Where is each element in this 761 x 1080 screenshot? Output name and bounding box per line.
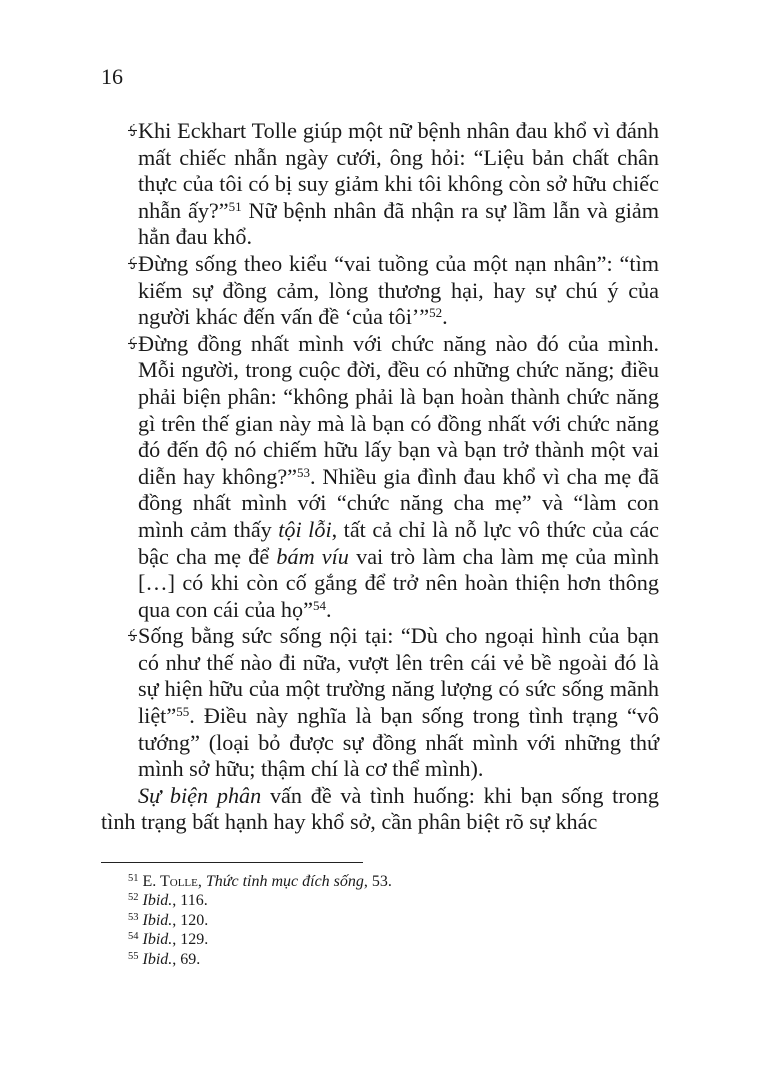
bullet-list bbox=[101, 118, 659, 783]
footnote-comma: , bbox=[197, 873, 206, 890]
footnote-divider bbox=[101, 862, 363, 863]
text-run: Khi Eckhart Tolle giúp một nữ bệnh nhân đau khổ vì đánh mất chiếc nhẫn ngày cưới, ông hỏi: “Liệu bản chất chân thực của tôi có bị suy giảm khi tôi không còn sở hữu chiếc nhẫn ấy?” bbox=[138, 118, 659, 223]
text-run: . Điều này nghĩa là bạn sống trong tình trạng “vô tướng” (loại bỏ được sự đồng nhất mình với những thứ mình sở hữu; thậm chí là cơ thể mình). bbox=[138, 703, 659, 782]
paragraph-text: vấn đề và tình huống: khi bạn sống trong tình trạng bất hạnh hay khổ sở, cần phân biệt rõ sự khác bbox=[101, 782, 659, 835]
italic-lead: Sự biện phân bbox=[138, 782, 262, 808]
body-text bbox=[101, 118, 659, 836]
fleuron-bullet-icon bbox=[126, 623, 138, 650]
bullet-item bbox=[101, 623, 659, 783]
footnote-page: , 116. bbox=[172, 892, 208, 910]
closing-paragraph bbox=[101, 783, 659, 836]
footnote-ref: 53 bbox=[297, 464, 311, 480]
footnotes bbox=[128, 872, 392, 969]
text-run: . bbox=[325, 596, 332, 622]
footnote-ref: 54 bbox=[312, 597, 326, 613]
footnote-page: , 69. bbox=[172, 950, 201, 968]
footnote-page: , 53. bbox=[363, 873, 392, 890]
footnote-53 bbox=[128, 911, 392, 930]
fleuron-bullet-icon bbox=[126, 251, 138, 278]
italic-text: bám víu bbox=[276, 543, 349, 569]
footnote-title: Thức tỉnh mục đích sống bbox=[205, 873, 364, 890]
footnote-author: E. Tolle bbox=[142, 873, 198, 890]
text-run: . bbox=[442, 304, 448, 330]
bullet-item bbox=[101, 331, 659, 624]
footnote-ref: 55 bbox=[176, 704, 190, 720]
footnote-number: 51 bbox=[128, 873, 139, 884]
footnote-ibid: Ibid. bbox=[142, 931, 173, 949]
footnote-number: 54 bbox=[128, 931, 139, 943]
footnote-54 bbox=[128, 930, 392, 949]
text-run: Sống bằng sức sống nội tại: “Dù cho ngoại hình của bạn có như thế nào đi nữa, vượt lên trên cái vẻ bề ngoài đó là sự hiện hữu của một trường năng lượng có sức sống mãnh liệt” bbox=[138, 623, 659, 729]
fleuron-bullet-icon bbox=[126, 118, 138, 145]
footnote-number: 53 bbox=[128, 911, 139, 923]
text-run: Đừng sống theo kiểu “vai tuồng của một nạn nhân”: “tìm kiếm sự đồng cảm, lòng thương hại, hay sự chú ý của người khác đến vấn đề ‘của tôi’” bbox=[138, 250, 659, 330]
text-run: , tất cả chỉ là nỗ lực vô thức của các bậc cha mẹ để bbox=[138, 516, 659, 569]
footnote-number: 55 bbox=[128, 950, 139, 962]
text-run: . Nhiều gia đình đau khổ vì cha mẹ đã đồng nhất mình với “chức năng cha mẹ” và “làm con mình cảm thấy bbox=[138, 463, 659, 542]
footnote-page: , 120. bbox=[172, 911, 209, 929]
fleuron-bullet-icon bbox=[126, 331, 138, 358]
footnote-ref: 52 bbox=[429, 305, 443, 321]
footnote-55 bbox=[128, 950, 392, 969]
footnote-52 bbox=[128, 891, 392, 910]
footnote-ibid: Ibid. bbox=[142, 892, 173, 910]
italic-text: tội lỗi bbox=[278, 516, 332, 542]
bullet-item bbox=[101, 251, 659, 331]
footnote-ref: 51 bbox=[228, 198, 242, 214]
text-run: vai trò làm cha làm mẹ của mình […] có khi còn cố gắng để trở nên hoàn thiện hơn thông qua con cái của họ” bbox=[138, 543, 659, 622]
footnote-number: 52 bbox=[128, 892, 139, 904]
text-run: Đừng đồng nhất mình với chức năng nào đó của mình. Mỗi người, trong cuộc đời, đều có những chức năng; điều phải biện phân: “không phải là bạn hoàn thành chức năng gì trên thế gian này mà là bạn có đồng nhất với chức năng đó đến độ nó chiếm hữu lấy bạn và bạn trở thành một vai diễn hay không?” bbox=[138, 330, 659, 489]
footnote-ibid: Ibid. bbox=[142, 911, 173, 929]
footnote-ibid: Ibid. bbox=[142, 950, 173, 968]
footnote-page: , 129. bbox=[172, 931, 209, 949]
footnote-51 bbox=[128, 872, 392, 891]
page-number: 16 bbox=[101, 64, 123, 89]
text-run: Nữ bệnh nhân đã nhận ra sự lầm lẫn và giảm hẳn đau khổ. bbox=[138, 197, 659, 250]
bullet-item bbox=[101, 118, 659, 251]
